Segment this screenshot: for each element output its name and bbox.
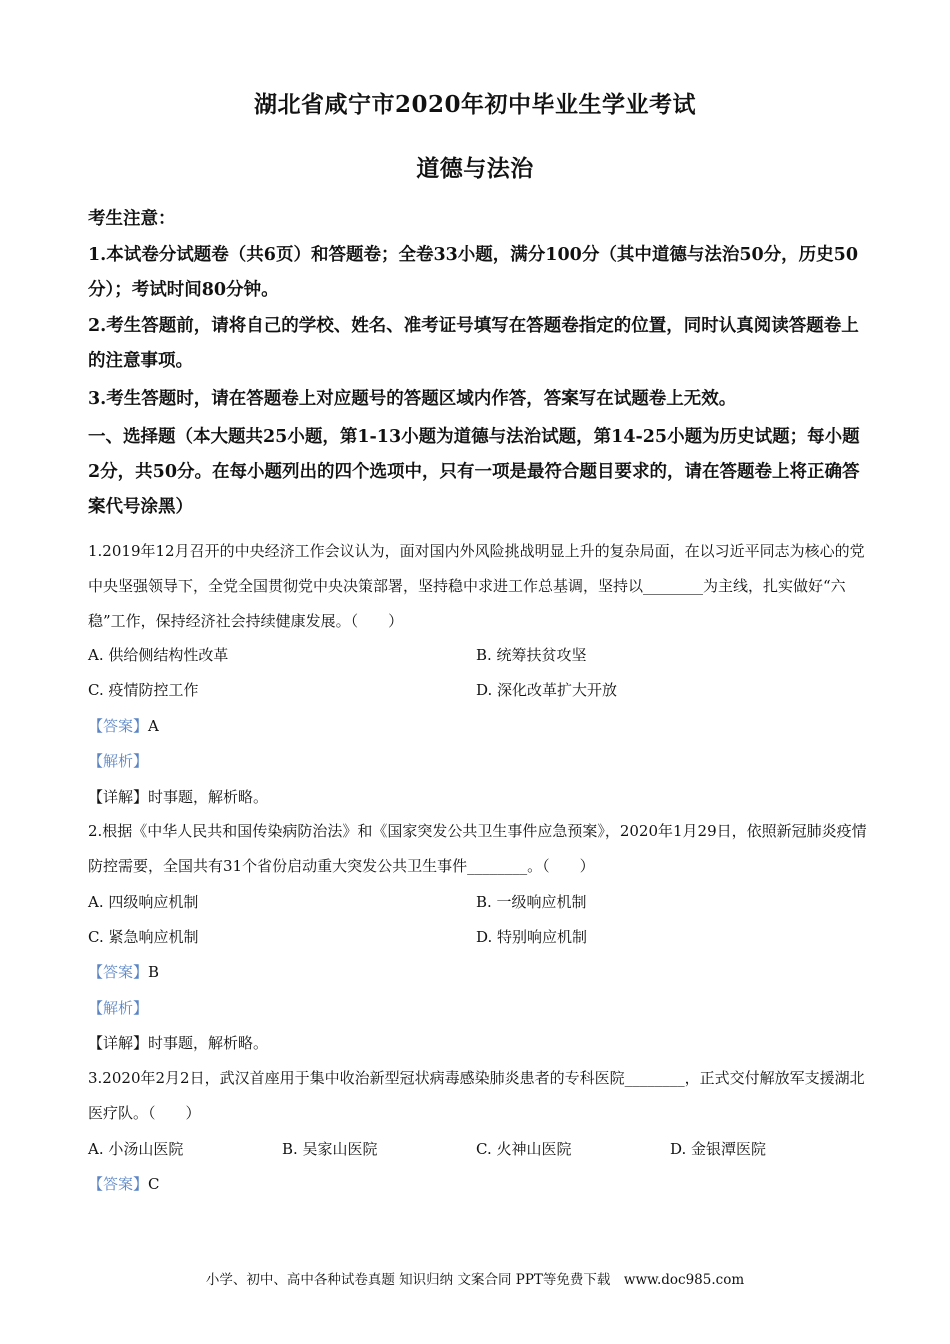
page-footer: 小学、初中、高中各种试卷真题 知识归纳 文案合同 PPT等免费下载 www.doc985.com <box>205 1272 745 1288</box>
question-2-detail <box>88 1031 268 1055</box>
subject-title: 道德与法治 <box>416 155 534 182</box>
notice-item-1: 1.本试卷分试题卷（共6页）和答题卷；全卷33小题，满分100分（其中道德与法治50分，历史50分）；考试时间80分钟。 <box>88 245 859 300</box>
answer-value: C <box>148 1175 160 1193</box>
answer-value: B <box>148 963 160 981</box>
question-1-option-d: D. 深化改革扩大开放 <box>476 681 618 699</box>
answer-label: 【答案】 <box>88 717 149 735</box>
question-2-option-a: A. 四级响应机制 <box>88 893 199 911</box>
notice-item-2: 2.考生答题前，请将自己的学校、姓名、准考证号填写在答题卷指定的位置，同时认真阅读答题卷上的注意事项。 <box>88 316 859 371</box>
question-3-option-d: D. 金银潭医院 <box>670 1140 767 1158</box>
answer-value: A <box>148 717 159 735</box>
question-3-answer <box>88 1172 160 1196</box>
question-2-option-d: D. 特别响应机制 <box>476 928 588 946</box>
question-1-detail <box>88 785 268 809</box>
question-2-option-c: C. 紧急响应机制 <box>88 928 199 946</box>
notice-item-3: 3.考生答题时，请在答题卷上对应题号的答题区域内作答，答案写在试题卷上无效。 <box>88 389 737 409</box>
exam-title: 湖北省咸宁市2020年初中毕业生学业考试 <box>253 91 696 118</box>
question-2-analysis-label: 【解析】 <box>88 999 149 1017</box>
answer-label: 【答案】 <box>88 963 149 981</box>
question-2-answer <box>88 960 159 984</box>
notice-heading: 考生注意： <box>88 209 176 229</box>
question-1-option-b: B. 统筹扶贫攻坚 <box>476 646 587 664</box>
question-3-option-c: C. 火神山医院 <box>476 1140 572 1158</box>
question-3-option-b: B. 吴家山医院 <box>282 1140 378 1158</box>
detail-text: 时事题，解析略。 <box>148 1034 269 1052</box>
section-heading: 一、选择题（本大题共25小题，第1-13小题为道德与法治试题，第14-25小题为历史试题；每小题2分，共50分。在每小题列出的四个选项中，只有一项是最符合题目要求的，请在答题卷上将正确答案代号涂黑） <box>88 427 860 517</box>
question-2-option-b: B. 一级响应机制 <box>476 893 587 911</box>
question-3-option-a: A. 小汤山医院 <box>88 1140 184 1158</box>
detail-text: 时事题，解析略。 <box>148 788 269 806</box>
answer-label: 【答案】 <box>88 1175 149 1193</box>
question-1-analysis-label: 【解析】 <box>88 752 149 770</box>
question-3-stem: 3.2020年2月2日，武汉首座用于集中收治新型冠状病毒感染肺炎患者的专科医院________，正式交付解放军支援湖北医疗队。（ ） <box>88 1069 865 1122</box>
question-1-option-a: A. 供给侧结构性改革 <box>88 646 229 664</box>
question-1-option-c: C. 疫情防控工作 <box>88 681 199 699</box>
detail-label: 【详解】 <box>88 1034 149 1052</box>
question-2-stem: 2.根据《中华人民共和国传染病防治法》和《国家突发公共卫生事件应急预案》，2020年1月29日，依照新冠肺炎疫情防控需要，全国共有31个省份启动重大突发公共卫生事件________。（ ） <box>88 822 867 875</box>
detail-label: 【详解】 <box>88 788 149 806</box>
question-1-answer <box>88 714 159 738</box>
question-1-stem: 1.2019年12月召开的中央经济工作会议认为，面对国内外风险挑战明显上升的复杂局面，在以习近平同志为核心的党中央坚强领导下，全党全国贯彻党中央决策部署，坚持稳中求进工作总基调，坚持以________为主线，扎实做好“六稳”工作，保持经济社会持续健康发展。（ ） <box>88 542 865 630</box>
